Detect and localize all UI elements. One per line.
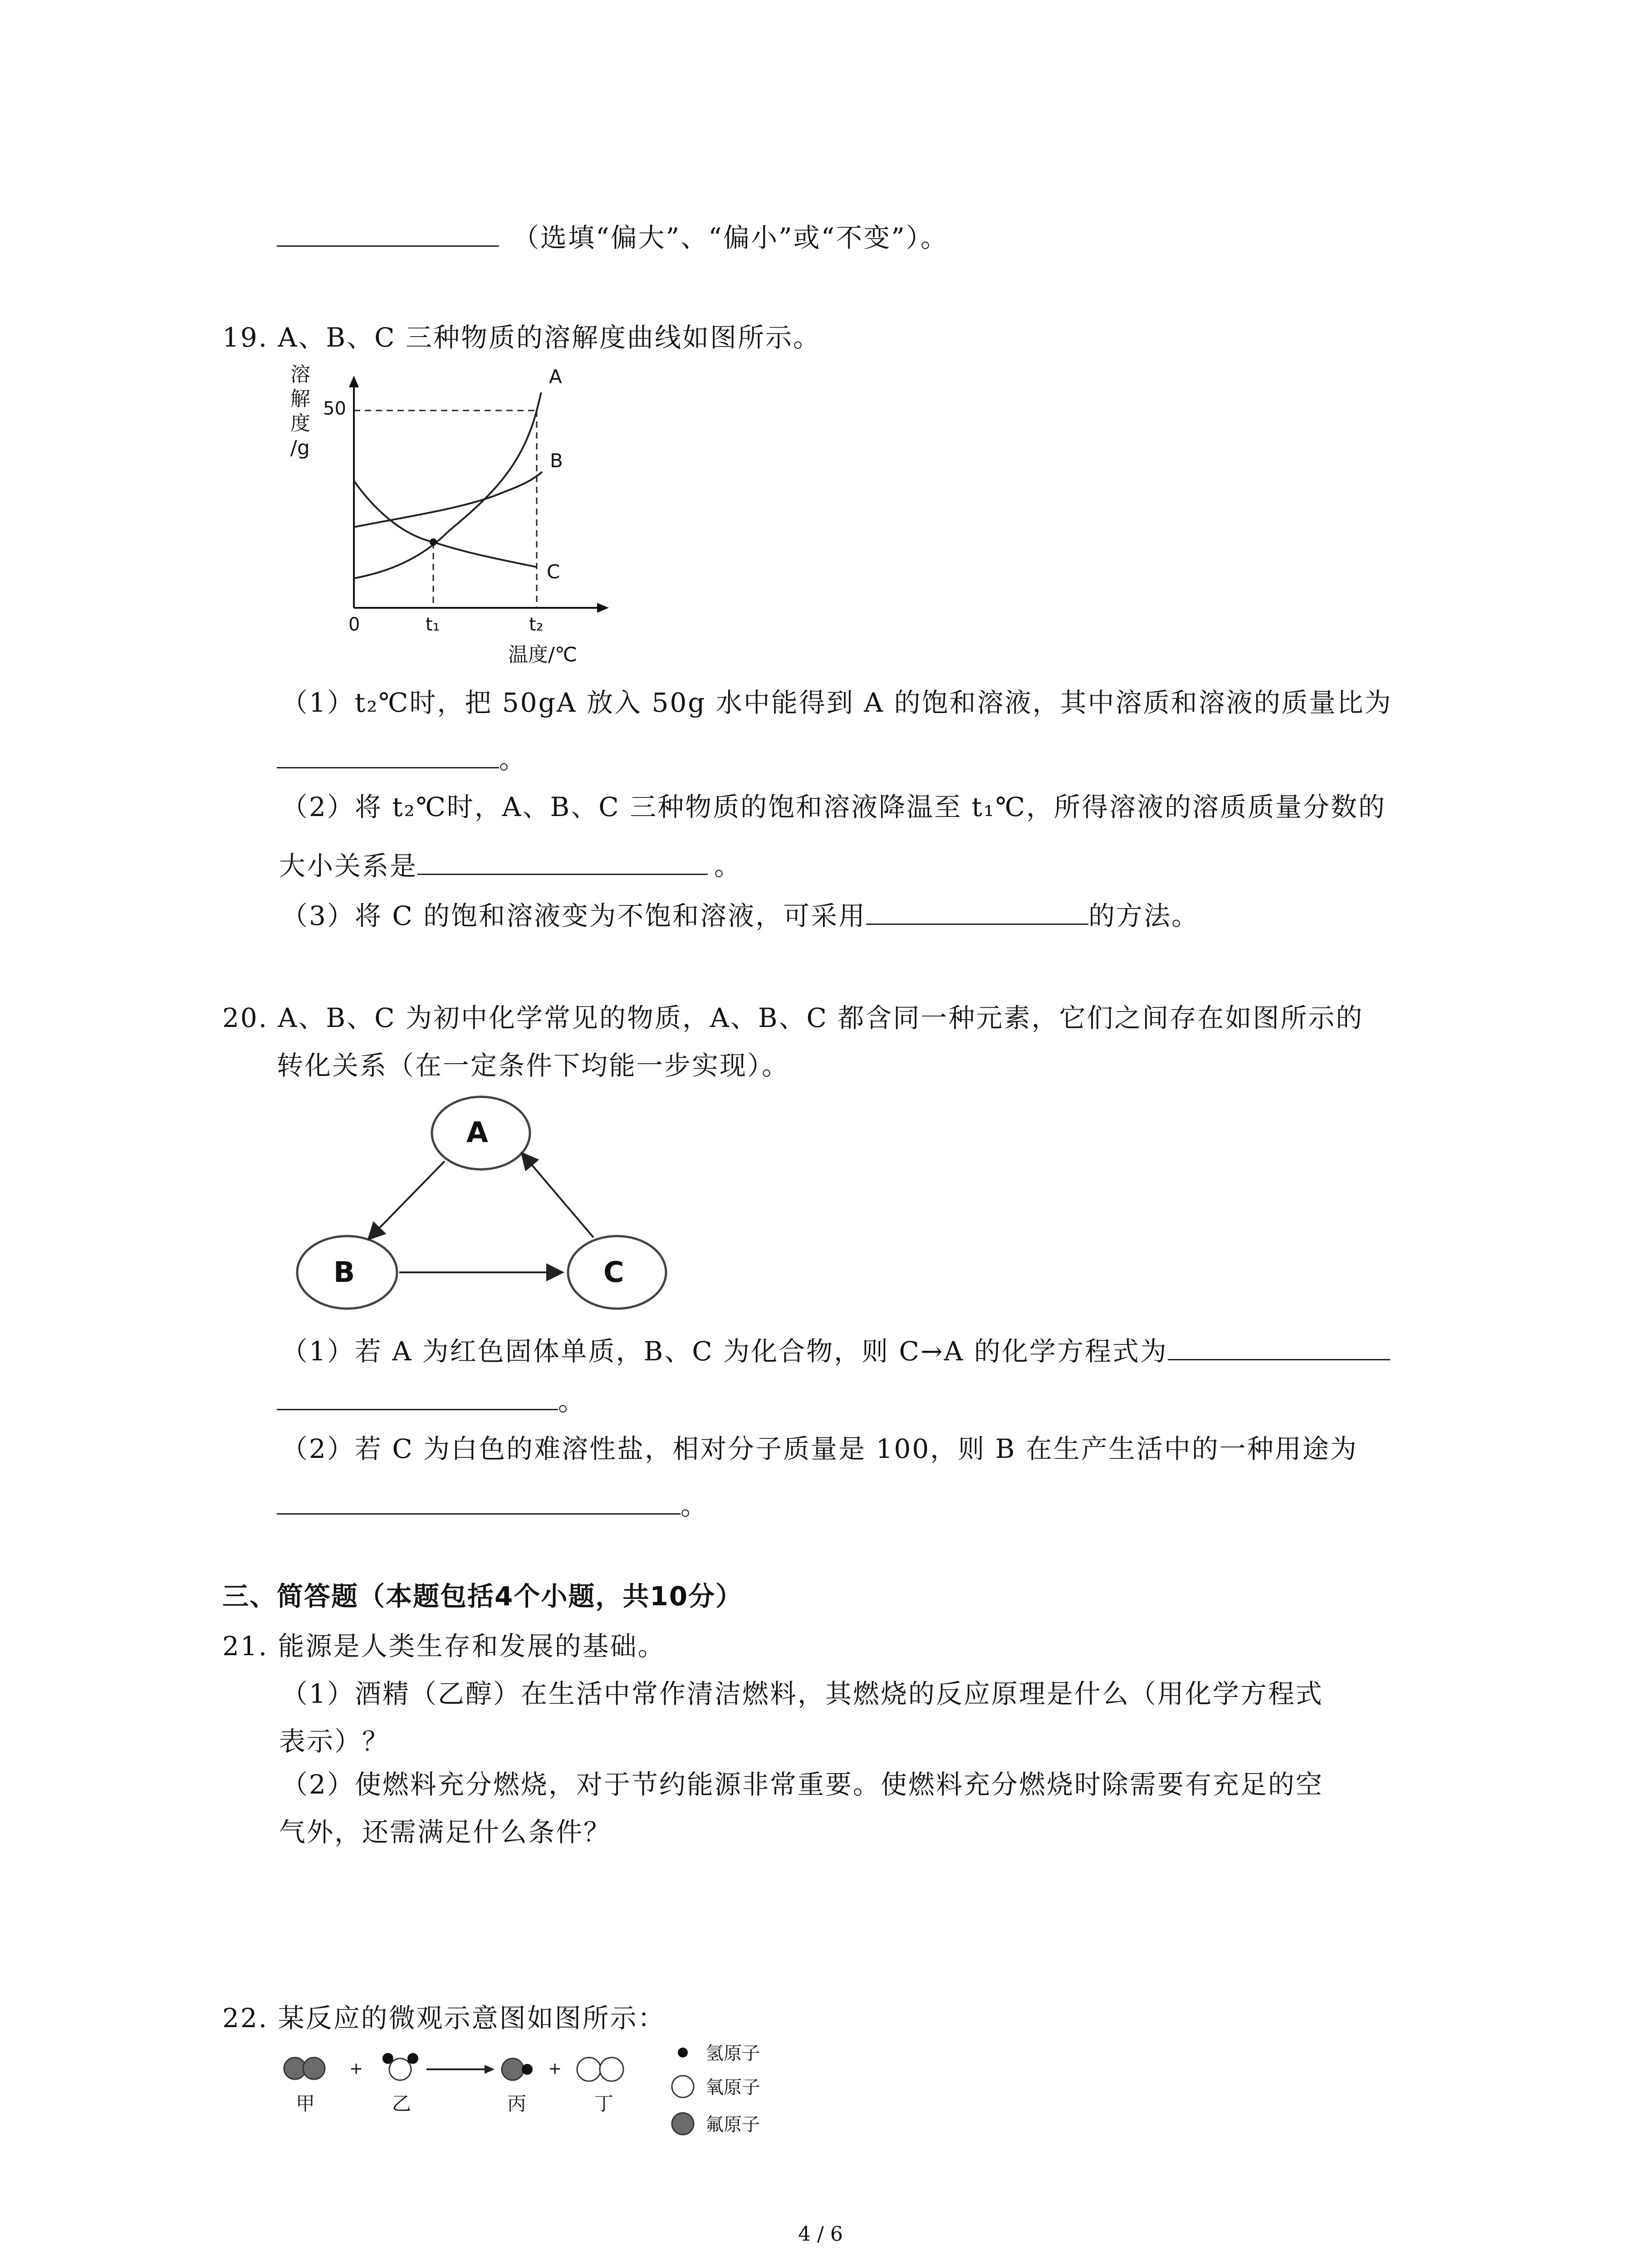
q20-part1-text: （1）若 A 为红色固体单质，B、C 为化合物，则 C→A 的化学方程式为 xyxy=(281,1336,1168,1367)
q20-part2-line2 xyxy=(277,1492,708,1519)
q20-stem-line1: 20. A、B、C 为初中化学常见的物质，A、B、C 都含同一种元素，它们之间存在如图所示的 xyxy=(222,1002,1364,1033)
q19-part2-label: 大小关系是 xyxy=(279,850,418,881)
chart-ylabel-2: 解 xyxy=(290,387,310,411)
legend-f-icon xyxy=(672,2113,694,2135)
curve-a-label: A xyxy=(549,366,562,388)
bing-f-atom xyxy=(502,2058,524,2080)
q20-part1-end: 。 xyxy=(558,1386,586,1417)
micro-reaction-diagram xyxy=(277,2037,798,2150)
chart-ylabel-4: /g xyxy=(290,436,310,459)
q20-stem-line2: 转化关系（在一定条件下均能一步实现）。 xyxy=(277,1050,790,1081)
q19-part3-end: 的方法。 xyxy=(1088,900,1200,931)
curve-b xyxy=(354,472,542,527)
chart-t1: t₁ xyxy=(426,614,440,635)
legend-h-label: 氢原子 xyxy=(705,2043,760,2064)
q22-stem: 22. 某反应的微观示意图如图所示： xyxy=(222,2003,666,2033)
legend-f-label: 氟原子 xyxy=(705,2114,760,2135)
intersection-point xyxy=(430,538,437,546)
q21-part2-line1: （2）使燃料充分燃烧，对于节约能源非常重要。使燃料充分燃烧时除需要有充足的空 xyxy=(281,1769,1323,1800)
reaction-arrow-head xyxy=(485,2065,495,2074)
top-option-text: （选填“偏大”、“偏小”或“不变”）。 xyxy=(513,222,948,253)
q20-part1-blank-b[interactable] xyxy=(277,1409,558,1410)
chart-origin: 0 xyxy=(348,614,360,635)
label-yi: 乙 xyxy=(392,2092,411,2115)
q20-part2-end: 。 xyxy=(681,1490,709,1521)
q19-part3-blank[interactable] xyxy=(866,924,1088,925)
curve-c-label: C xyxy=(547,561,560,583)
q21-stem: 21. 能源是人类生存和发展的基础。 xyxy=(222,1631,666,1662)
curve-b-label: B xyxy=(550,450,563,472)
page-number: 4 / 6 xyxy=(798,2223,843,2246)
q19-stem: 19. A、B、C 三种物质的溶解度曲线如图所示。 xyxy=(222,322,821,353)
arrow-a-to-b xyxy=(368,1161,445,1239)
label-jia: 甲 xyxy=(296,2092,315,2115)
ding-o-atom-2 xyxy=(600,2058,623,2081)
chart-y-arrow xyxy=(349,376,359,387)
curve-a xyxy=(354,392,541,578)
chart-ytick-50: 50 xyxy=(323,398,346,419)
yi-o-atom xyxy=(389,2058,411,2080)
q19-part1-line2 xyxy=(277,744,527,775)
ding-o-atom-1 xyxy=(577,2058,601,2081)
q19-part2-blank[interactable] xyxy=(417,874,708,875)
answer-blank[interactable] xyxy=(277,245,499,247)
chart-x-arrow xyxy=(597,603,609,613)
solubility-chart xyxy=(286,358,622,676)
section-3-title: 三、简答题（本题包括4个小题，共10分） xyxy=(222,1581,743,1612)
q20-part1-line1 xyxy=(281,1336,1390,1367)
plus-2: + xyxy=(548,2059,562,2078)
curve-c xyxy=(354,481,537,567)
node-b-label: B xyxy=(333,1256,355,1289)
q21-part2-line2: 气外，还需满足什么条件？ xyxy=(279,1817,612,1848)
chart-t2: t₂ xyxy=(529,614,544,635)
q19-part2-line2 xyxy=(279,850,742,881)
label-bing: 丙 xyxy=(507,2092,527,2115)
bing-h-atom xyxy=(522,2064,533,2075)
node-c-label: C xyxy=(603,1256,624,1289)
legend-h-icon xyxy=(678,2048,688,2058)
arrow-c-to-a xyxy=(522,1153,593,1237)
chart-xlabel: 温度/℃ xyxy=(508,643,578,666)
plus-1: + xyxy=(349,2059,363,2078)
chart-ylabel-3: 度 xyxy=(290,412,310,435)
q21-part1-line1: （1）酒精（乙醇）在生活中常作清洁燃料，其燃烧的反应原理是什么（用化学方程式 xyxy=(281,1678,1323,1709)
legend-o-icon xyxy=(672,2076,694,2097)
q21-part1-line2: 表示）？ xyxy=(279,1726,390,1757)
jia-f-atom-2 xyxy=(303,2058,325,2079)
q19-part2-line1: （2）将 t₂℃时，A、B、C 三种物质的饱和溶液降温至 t₁℃，所得溶液的溶质质量分数的 xyxy=(281,792,1386,822)
q20-part2-line1: （2）若 C 为白色的难溶性盐，相对分子质量是 100，则 B 在生产生活中的一种用途为 xyxy=(281,1433,1358,1464)
q20-part2-blank[interactable] xyxy=(277,1513,681,1515)
q19-part1-blank[interactable] xyxy=(277,767,499,768)
node-a-label: A xyxy=(466,1116,488,1149)
q19-part2-end: 。 xyxy=(714,850,742,881)
q19-part3-text: （3）将 C 的饱和溶液变为不饱和溶液，可采用 xyxy=(281,900,867,931)
conversion-diagram xyxy=(290,1093,681,1320)
top-answer-line xyxy=(277,222,948,253)
q20-part1-line2 xyxy=(277,1386,586,1417)
yi-h-atom-2 xyxy=(407,2053,418,2064)
legend-o-label: 氧原子 xyxy=(705,2077,760,2098)
q19-part1-end: 。 xyxy=(499,744,527,775)
chart-ylabel-1: 溶 xyxy=(290,363,310,386)
label-ding: 丁 xyxy=(594,2092,614,2115)
q19-part1-line1: （1）t₂℃时，把 50gA 放入 50g 水中能得到 A 的饱和溶液，其中溶质和溶液的质量比为 xyxy=(281,687,1392,718)
q20-part1-blank-a[interactable] xyxy=(1168,1359,1390,1360)
q19-part3 xyxy=(281,900,1200,931)
